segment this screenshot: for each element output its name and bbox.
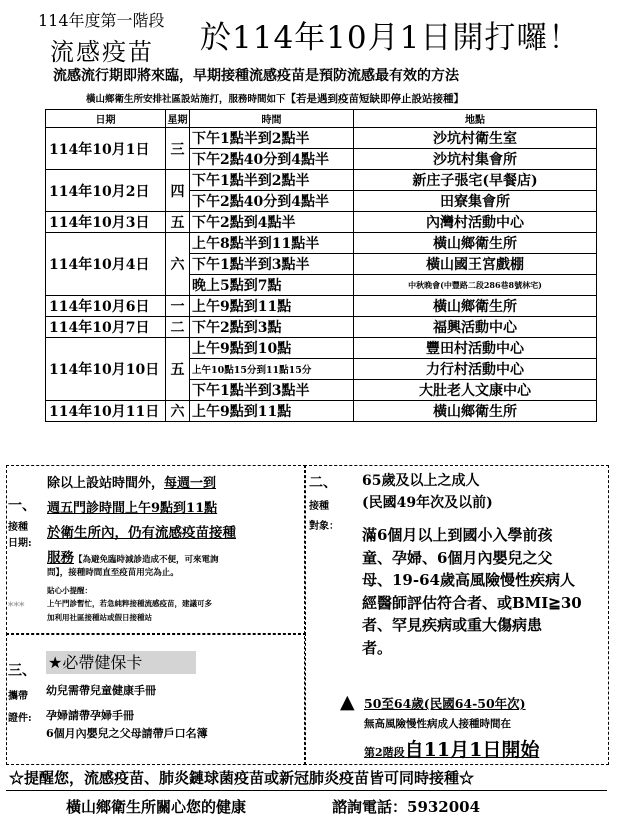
eligibility-line: 經醫師評估符合者、或BMI≧30 (362, 593, 582, 612)
section-1-label-line2: 日期: (8, 538, 32, 549)
date-cell: 114年10月3日 (46, 212, 166, 233)
table-row (46, 212, 597, 233)
date-cell: 114年10月11日 (46, 401, 166, 422)
location-cell: 中秋晚會(中豐路二段286巷8號林宅) (354, 275, 597, 296)
table-row (46, 401, 597, 422)
eligibility-senior: 65歲及以上之成人 (362, 473, 480, 489)
location-cell: 橫山國王宮戲棚 (354, 254, 597, 275)
eligibility-senior-roc-year: (民國49年次及以前) (362, 495, 493, 511)
date-cell: 114年10月10日 (46, 338, 166, 401)
location-cell: 橫山鄉衛生所 (354, 296, 597, 317)
location-cell: 沙坑村衛生室 (354, 128, 597, 149)
section-1-number: 一、 (8, 498, 36, 514)
section-1-stars: *** (8, 600, 25, 613)
location-cell: 橫山鄉衛生所 (354, 233, 597, 254)
section-1-label (8, 520, 36, 552)
time-cell: 下午2點到4點半 (190, 212, 354, 233)
header-location: 地點 (354, 110, 597, 128)
table-row (46, 317, 597, 338)
weekday-cell: 六 (166, 233, 190, 296)
eligibility-line: 童、孕婦、6個月內嬰兒之父 (362, 548, 553, 567)
time-cell: 上午9點到11點 (190, 296, 354, 317)
footer-organization: 橫山鄉衛生所關心您的健康 (66, 798, 247, 816)
campaign-year-label: 114年度第一階段 (38, 11, 165, 30)
location-cell: 福興活動中心 (354, 317, 597, 338)
header-date: 日期 (46, 110, 166, 128)
time-cell: 晚上5點到7點 (190, 275, 354, 296)
eligibility-line: 滿6個月以上到國小入學前孩 (362, 526, 553, 544)
section-1-text-e: 服務 (47, 550, 74, 566)
time-cell: 下午1點半到2點半 (190, 128, 354, 149)
time-cell: 上午9點到10點 (190, 338, 354, 359)
footer-divider (6, 790, 607, 791)
table-row (46, 128, 597, 149)
section-2-label (309, 497, 347, 537)
section-3-label-line2: 證件: (8, 713, 32, 724)
section-1-text-b: 每週一到 (164, 476, 217, 491)
location-cell: 大肚老人文康中心 (354, 380, 597, 401)
table-row (46, 338, 597, 359)
weekday-cell: 六 (166, 401, 190, 422)
weekday-cell: 二 (166, 317, 190, 338)
phase-start-date: 自11月1日開始 (404, 739, 540, 761)
eligibility-line: 母、19-64歲高風險慢性疾病人 (362, 571, 575, 589)
time-cell: 下午2點到3點 (190, 317, 354, 338)
date-cell: 114年10月7日 (46, 317, 166, 338)
section-1-text-a: 除以上設站時間外， (47, 476, 165, 491)
low-risk-adult-note: 無高風險慢性病成人接種時間在 (364, 718, 511, 730)
date-cell: 114年10月2日 (46, 170, 166, 212)
weekday-cell: 一 (166, 296, 190, 317)
date-cell: 114年10月4日 (46, 233, 166, 296)
eligibility-paragraph (362, 524, 582, 659)
section-1-line-g: 問】，接種時間直至疫苗用完為止。 (47, 568, 179, 578)
table-row (46, 233, 597, 254)
weekday-cell: 四 (166, 170, 190, 212)
time-cell: 上午8點半到11點半 (190, 233, 354, 254)
section-1-line-e (47, 546, 219, 566)
service-note-text: 橫山鄉衛生所安排社區設站施打，服務時間如下 (86, 94, 286, 105)
service-note (86, 91, 464, 106)
eligibility-line: 者。 (362, 638, 393, 657)
time-cell: 下午2點40分到4點半 (190, 149, 354, 170)
section-1-label-line1: 接種 (8, 522, 28, 533)
location-cell: 新庄子張宅(早餐店) (354, 170, 597, 191)
location-cell: 內灣村活動中心 (354, 212, 597, 233)
tip-line-1: 上午門診暫忙，若急純粹接種流感疫苗，建議可多 (47, 599, 212, 608)
section-2-number: 二、 (309, 475, 337, 491)
time-cell: 下午2點40分到4點半 (190, 191, 354, 212)
location-cell: 豐田村活動中心 (354, 338, 597, 359)
section-3-number: 三、 (8, 663, 36, 679)
location-cell: 田寮集會所 (354, 191, 597, 212)
section-3-label-line1: 攜帶 (8, 691, 28, 702)
table-header-row (46, 110, 597, 128)
section-1-line-a (47, 472, 216, 491)
time-cell: 上午10點15分到11點15分 (190, 359, 354, 380)
location-cell: 橫山鄉衛生所 (354, 401, 597, 422)
campaign-name: 流感疫苗 (50, 38, 154, 66)
tip-line-2: 加利用社區接種站或假日接種站 (47, 613, 152, 622)
time-cell: 上午9點到11點 (190, 401, 354, 422)
headline: 於114年10月1日開打囉！ (200, 20, 581, 56)
section-1-text-f: 【為避免臨時減診造成不便，可來電詢 (74, 555, 219, 565)
section-1-line-c: 週五門診時間上午9點到11點 (47, 501, 218, 516)
weekday-cell: 五 (166, 338, 190, 401)
location-cell: 沙坑村集會所 (354, 149, 597, 170)
section-1-text-d: 於衛生所內，仍有流感疫苗接種 (47, 525, 236, 541)
header-time: 時間 (190, 110, 354, 128)
header-weekday: 星期 (166, 110, 190, 128)
eligibility-line: 者、罕見疾病或重大傷病患 (362, 616, 543, 634)
date-cell: 114年10月6日 (46, 296, 166, 317)
co-administration-reminder: ☆提醒您，流感疫苗、肺炎鏈球菌疫苗或新冠肺炎疫苗皆可同時接種☆ (9, 769, 475, 787)
document-item-3: 6個月內嬰兒之父母請帶戶口名簿 (46, 727, 208, 740)
age-range-50-64: 50至64歲(民國64-50年次) (364, 696, 526, 711)
time-cell: 下午1點半到3點半 (190, 380, 354, 401)
section-2-label-line1: 接種 (309, 501, 329, 512)
time-cell: 下午1點半到2點半 (190, 170, 354, 191)
document-item-2: 孕婦請帶孕婦手冊 (46, 709, 134, 722)
table-row (46, 296, 597, 317)
footer-phone: 諮詢電話：5932004 (332, 798, 481, 816)
phase-label: 第2階段 (364, 746, 405, 759)
location-cell: 力行村活動中心 (354, 359, 597, 380)
section-1-line-d (47, 521, 236, 541)
tip-title: 貼心小提醒： (47, 586, 92, 595)
phase-2-start (364, 735, 539, 762)
vaccination-schedule-table (45, 109, 597, 422)
document-item-1: 幼兒需帶兒童健康手冊 (46, 684, 156, 697)
subtitle: 流感流行期即將來臨，早期接種流感疫苗是預防流感最有效的方法 (53, 68, 459, 84)
section-3-label (8, 686, 38, 730)
weekday-cell: 三 (166, 128, 190, 170)
section-2-label-line2: 對象： (309, 521, 339, 532)
triangle-icon: ▲ (340, 691, 355, 713)
date-cell: 114年10月1日 (46, 128, 166, 170)
health-card-badge: ★必帶健保卡 (46, 651, 196, 674)
table-row (46, 170, 597, 191)
time-cell: 下午1點半到3點半 (190, 254, 354, 275)
weekday-cell: 五 (166, 212, 190, 233)
service-note-bracket: 【若是遇到疫苗短缺即停止設站接種】 (285, 93, 465, 105)
